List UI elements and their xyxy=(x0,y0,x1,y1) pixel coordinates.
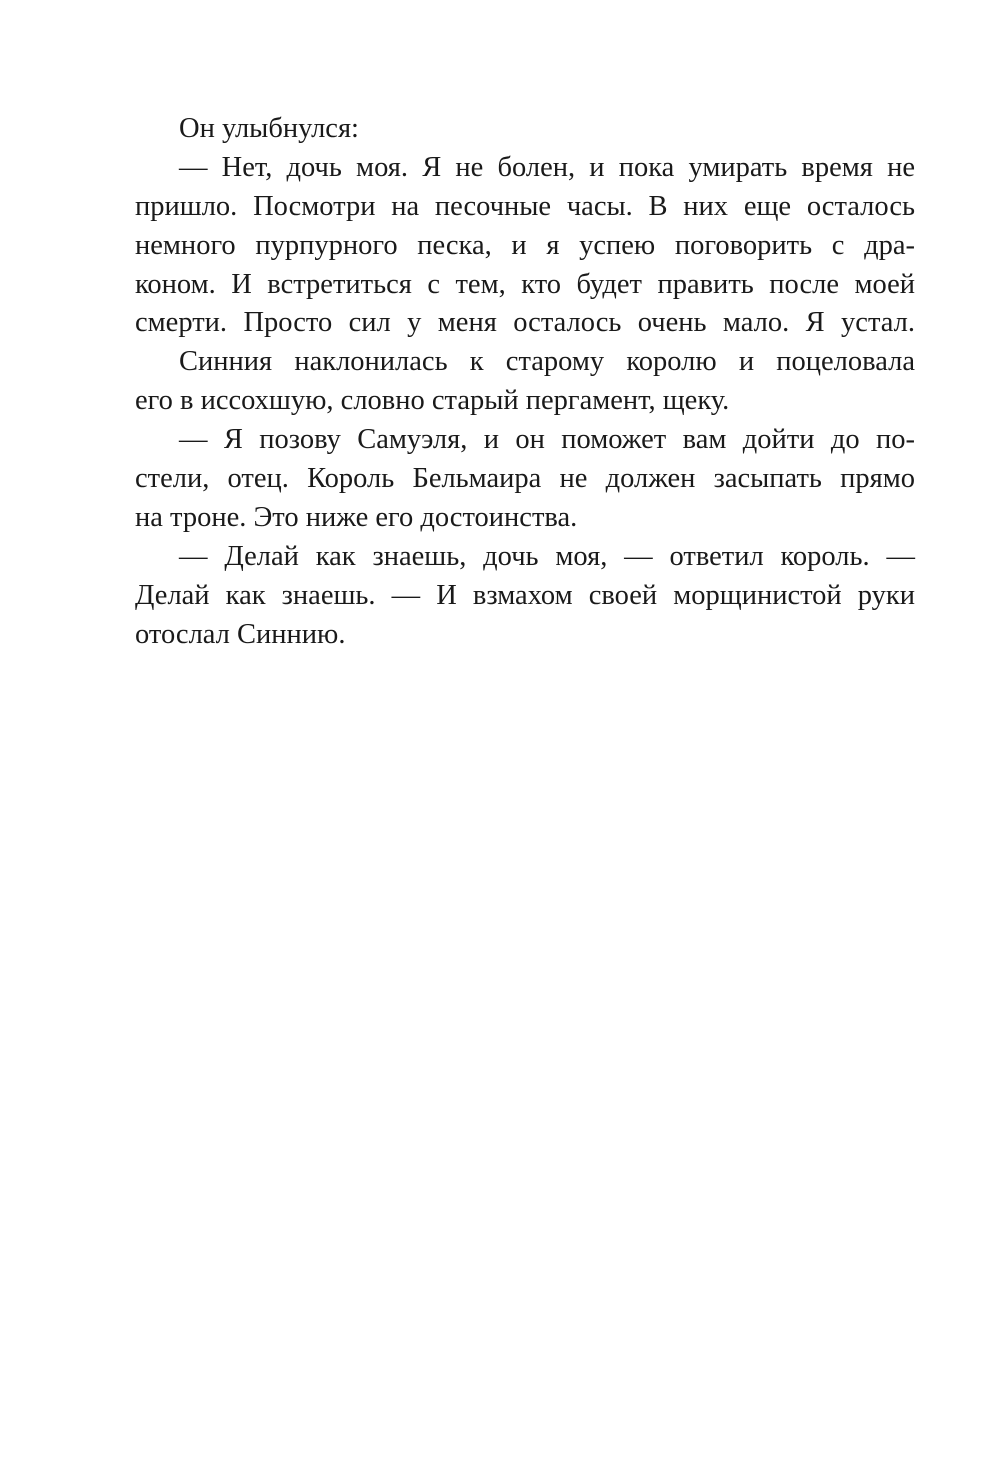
text-line: — Делай как знаешь, дочь моя, — ответил король. — xyxy=(179,540,915,572)
text-line: на троне. Это ниже его достоинства. xyxy=(135,501,578,533)
text-line: смерти. Просто сил у меня осталось очень мало. Я устал. xyxy=(135,307,915,339)
page-text xyxy=(135,110,915,654)
text-line: — Нет, дочь моя. Я не болен, и пока умирать время не xyxy=(179,151,915,183)
text-line: пришло. Посмотри на песочные часы. В них еще осталось xyxy=(135,190,915,222)
text-line: Синния наклонилась к старому королю и поцеловала xyxy=(179,346,915,378)
text-line: его в иссохшую, словно старый пергамент, щеку. xyxy=(135,385,730,417)
text-line: — Я позову Самуэля, и он поможет вам дойти до по- xyxy=(179,424,915,456)
text-line: немного пурпурного песка, и я успею поговорить с дра- xyxy=(135,229,915,261)
text-line: Делай как знаешь. — И взмахом своей морщинистой руки xyxy=(135,579,915,611)
text-line: Он улыбнулся: xyxy=(179,113,359,144)
text-line: стели, отец. Король Бельмаира не должен засыпать прямо xyxy=(135,463,915,495)
text-line: отослал Синнию. xyxy=(135,618,346,650)
text-line: коном. И встретиться с тем, кто будет править после моей xyxy=(135,268,915,300)
